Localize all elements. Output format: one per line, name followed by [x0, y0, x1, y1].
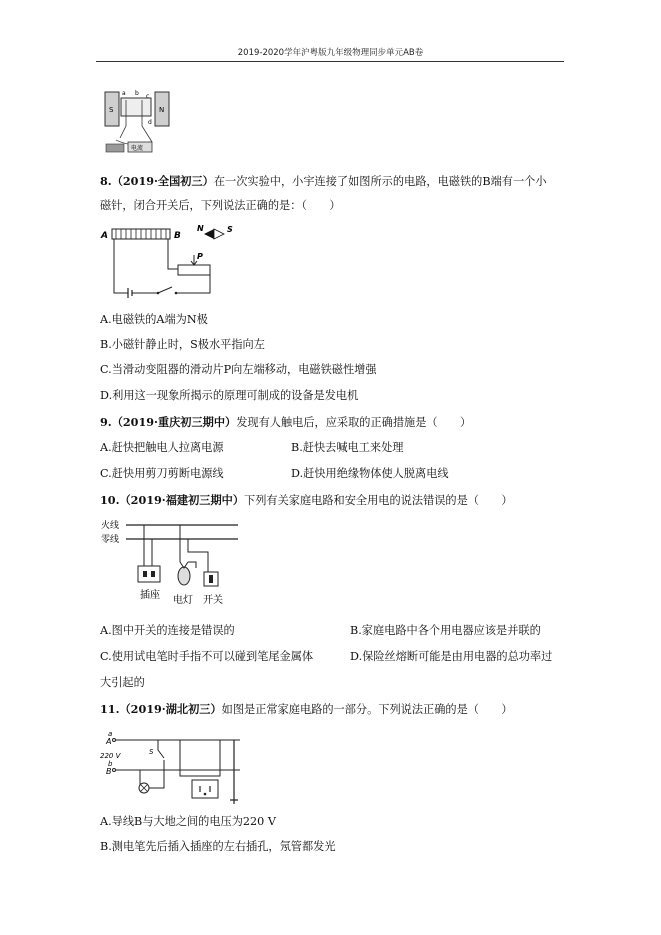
label-c: c [146, 93, 150, 100]
q10-option-d: D.保险丝熔断可能是由用电器的总功率过 [350, 650, 553, 663]
q8-label-a: A [101, 231, 108, 241]
q9-number: 9. [100, 415, 112, 429]
header-rule [96, 61, 564, 62]
q10-option-b: B.家庭电路中各个用电器应该是并联的 [350, 624, 541, 637]
label-n: N [159, 106, 165, 114]
q9-option-b: B.赶快去喊电工来处理 [291, 441, 404, 454]
q8-stem-line-1 [100, 174, 547, 189]
q8-stem-2: 磁针，闭合开关后，下列说法正确的是：（ ） [100, 199, 341, 212]
q10-label-zero: 零线 [101, 535, 120, 545]
figure-q11-circuit [100, 726, 245, 806]
q11-label-switch: S [149, 748, 154, 756]
page-header: 2019-2020学年沪粤版九年级物理同步单元AB卷 [237, 48, 424, 58]
q10-label-fire: 火线 [101, 521, 120, 531]
q10-label-socket: 插座 [140, 590, 160, 601]
q8-option-d: D.利用这一现象所揭示的原理可制成的设备是发电机 [100, 389, 359, 402]
label-d: d [148, 119, 152, 126]
q11-label-a-small: a [108, 730, 113, 738]
q11-label-B: B [106, 767, 112, 776]
figure-magnet-apparatus [102, 86, 182, 158]
q9-option-d: D.赶快用绝缘物体使人脱离电线 [291, 467, 449, 480]
label-s: S [109, 106, 114, 114]
q11-label-voltage: 220 V [100, 752, 121, 760]
q9-option-c: C.赶快用剪刀剪断电源线 [100, 467, 224, 480]
q11-option-a: A.导线B与大地之间的电压为220 V [100, 815, 276, 828]
figure-q8-circuit [100, 221, 250, 301]
q11-stem-line [100, 702, 513, 717]
q8-label-b: B [174, 231, 181, 241]
q11-label-A: A [106, 737, 112, 746]
q10-stem: 下列有关家庭电路和安全用电的说法错误的是（ ） [244, 494, 513, 507]
q8-option-c: C.当滑动变阻器的滑动片P向左端移动，电磁铁磁性增强 [100, 363, 377, 376]
q11-label-b-small: b [108, 760, 113, 768]
q10-option-a: A.图中开关的连接是错误的 [100, 624, 235, 637]
q11-option-b: B.测电笔先后插入插座的左右插孔，氖管都发光 [100, 840, 336, 853]
q9-option-a: A.赶快把触电人拉离电源 [100, 441, 224, 454]
q10-source: （2019·福建初三期中） [119, 493, 245, 507]
q9-source: （2019·重庆初三期中） [111, 415, 237, 429]
q10-stem-line [100, 493, 513, 508]
q8-stem-1: 在一次实验中，小宇连接了如图所示的电路，电磁铁的B端有一个小 [213, 175, 547, 188]
q8-label-n: N [197, 224, 204, 233]
q10-option-d-continued: 大引起的 [100, 676, 145, 689]
q10-label-switch: 开关 [203, 595, 223, 606]
q8-number: 8. [100, 174, 112, 188]
q11-stem: 如图是正常家庭电路的一部分。下列说法正确的是（ ） [221, 703, 513, 716]
q11-source: （2019·湖北初三） [119, 702, 222, 716]
label-b: b [135, 90, 139, 97]
label-meter: 电流 [131, 145, 144, 152]
q10-number: 10. [100, 493, 120, 507]
q8-source: （2019·全国初三） [111, 174, 214, 188]
figure-q10-household [100, 518, 240, 608]
q11-number: 11. [100, 702, 120, 716]
q8-label-p: P [197, 252, 203, 261]
q8-label-s: S [227, 225, 233, 234]
label-a: a [122, 90, 126, 97]
q8-option-a: A.电磁铁的A端为N极 [100, 313, 208, 326]
q9-stem-line [100, 415, 471, 430]
q9-stem: 发现有人触电后，应采取的正确措施是（ ） [236, 416, 472, 429]
q10-label-lamp: 电灯 [173, 595, 193, 606]
q8-option-b: B.小磁针静止时，S极水平指向左 [100, 338, 265, 351]
q10-option-c: C.使用试电笔时手指不可以碰到笔尾金属体 [100, 650, 314, 663]
